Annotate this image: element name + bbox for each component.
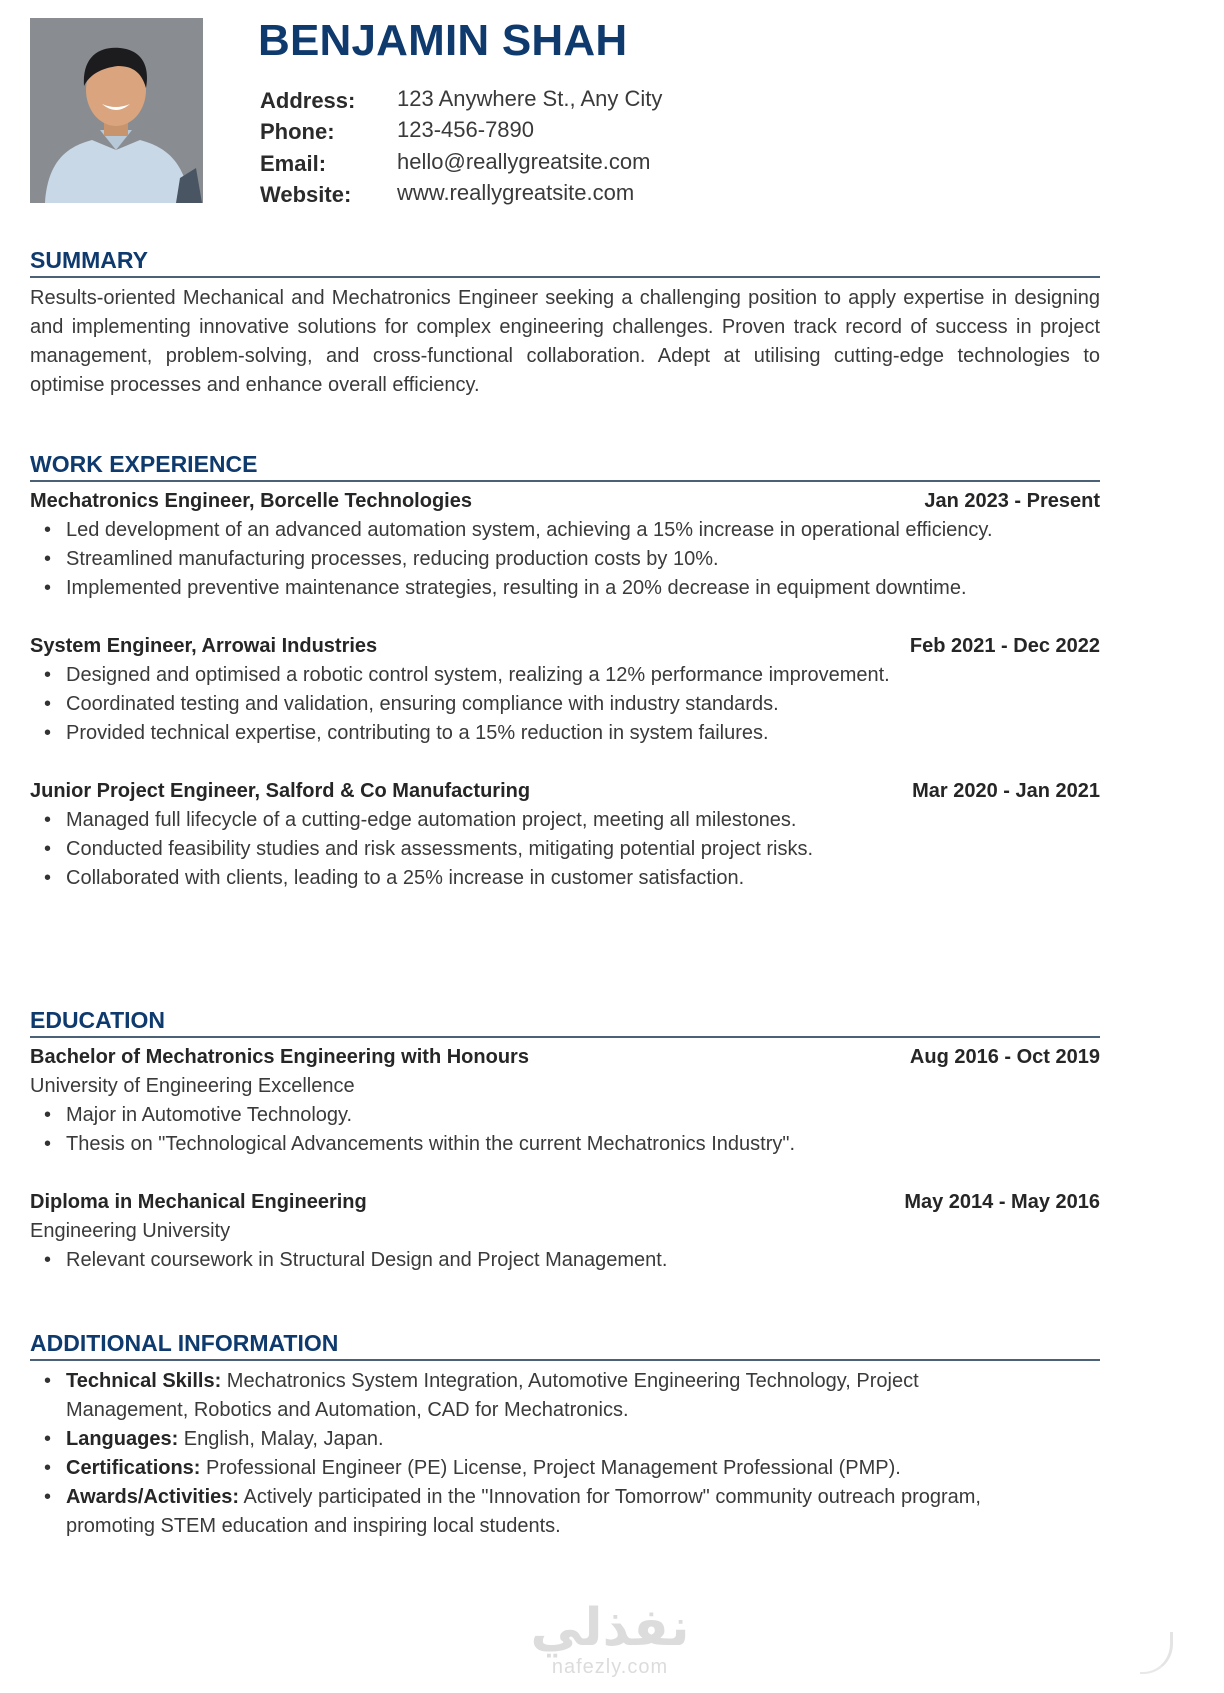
section-divider: [30, 1359, 1100, 1361]
item-label: Languages:: [66, 1428, 179, 1450]
education-header: [30, 1188, 1100, 1217]
email-link[interactable]: hello@reallygreatsite.com: [397, 148, 651, 174]
job-bullets: [30, 516, 1100, 603]
bullet-icon: •: [44, 664, 52, 686]
list-item: [30, 516, 1100, 545]
bullet-icon: •: [44, 1104, 52, 1126]
list-item: [30, 574, 1100, 603]
list-item: [30, 719, 1100, 748]
item-text: Actively participated in the "Innovation for Tomorrow" community outreach program, promoting STEM education and inspiring local students.: [66, 1486, 981, 1537]
summary-section: [30, 244, 1100, 400]
person-photo-icon: [30, 18, 203, 203]
item-label: Technical Skills:: [66, 1370, 222, 1392]
bullet-icon: •: [44, 1249, 52, 1271]
bullet-text: Implemented preventive maintenance strategies, resulting in a 20% decrease in equipment downtime.: [66, 577, 967, 599]
bullet-text: Provided technical expertise, contributing to a 15% reduction in system failures.: [66, 722, 769, 744]
job-dates: Mar 2020 - Jan 2021: [912, 780, 1100, 802]
section-divider: [30, 480, 1100, 482]
summary-text: Results-oriented Mechanical and Mechatronics Engineer seeking a challenging position to apply expertise in designing and implementing innovative solutions for complex engineering challenges. Proven track record of success in project management, problem-solving, and cross-functional collaboration. Adept at utilising cutting-edge technologies to optimise processes and enhance overall efficiency.: [30, 287, 1100, 396]
job-bullets: [30, 806, 1100, 893]
bullet-icon: •: [44, 838, 52, 860]
list-item: [30, 1367, 1100, 1425]
education-dates: Aug 2016 - Oct 2019: [909, 1046, 1100, 1068]
bullet-text: Relevant coursework in Structural Design and Project Management.: [66, 1249, 668, 1271]
list-item: [30, 1101, 1100, 1130]
job-header: [30, 777, 1100, 806]
phone-value: 123-456-7890: [397, 117, 535, 143]
bullet-text: Thesis on "Technological Advancements within the current Mechatronics Industry".: [66, 1133, 796, 1155]
job-entry: [30, 487, 1100, 603]
additional-bullets: [30, 1367, 1100, 1541]
school-name: Engineering University: [30, 1220, 231, 1242]
list-item: [30, 1483, 1100, 1541]
bullet-icon: •: [44, 1457, 52, 1479]
job-bullets: [30, 661, 1100, 748]
bullet-icon: •: [44, 1428, 52, 1450]
contact-label: Address:: [260, 87, 356, 113]
education-header: [30, 1043, 1100, 1072]
bullet-icon: •: [44, 867, 52, 889]
job-header: [30, 632, 1100, 661]
job-dates: Jan 2023 - Present: [924, 490, 1100, 512]
bullet-text: Managed full lifecycle of a cutting-edge automation project, meeting all milestones.: [66, 809, 797, 831]
list-item: [30, 835, 1100, 864]
degree: Bachelor of Mechatronics Engineering with Honours: [30, 1046, 529, 1068]
list-item: [30, 545, 1100, 574]
bullet-icon: •: [44, 722, 52, 744]
address-value: 123 Anywhere St., Any City: [397, 85, 663, 111]
list-item: [30, 661, 1100, 690]
section-title: EDUCATION: [30, 1007, 166, 1033]
job-role: Junior Project Engineer, Salford & Co Manufacturing: [30, 780, 531, 802]
job-role: System Engineer, Arrowai Industries: [30, 635, 378, 657]
bullet-icon: •: [44, 1133, 52, 1155]
contact-address: [260, 83, 662, 115]
section-title: SUMMARY: [30, 247, 148, 273]
list-item: [30, 1454, 1100, 1483]
contact-details: [260, 83, 662, 209]
contact-website: [260, 178, 662, 210]
profile-photo: [30, 18, 203, 203]
list-item: [30, 864, 1100, 893]
job-entry: [30, 777, 1100, 893]
list-item: [30, 1246, 1100, 1275]
section-title: ADDITIONAL INFORMATION: [30, 1330, 339, 1356]
job-role: Mechatronics Engineer, Borcelle Technologies: [30, 490, 472, 512]
contact-label: Phone:: [260, 119, 335, 145]
job-entry: [30, 632, 1100, 748]
education-bullets: [30, 1246, 1100, 1275]
section-title: WORK EXPERIENCE: [30, 451, 258, 477]
candidate-name: BENJAMIN SHAH: [258, 16, 628, 65]
work-experience-section: [30, 448, 1100, 893]
education-section: [30, 1004, 1100, 1275]
item-text: Mechatronics System Integration, Automotive Engineering Technology, Project Management, Robotics and Automation, CAD for Mechatronics.: [66, 1370, 919, 1421]
page-curl-icon: [1140, 1632, 1173, 1674]
education-bullets: [30, 1101, 1100, 1159]
bullet-text: Designed and optimised a robotic control system, realizing a 12% performance improvement.: [66, 664, 890, 686]
bullet-text: Collaborated with clients, leading to a 25% increase in customer satisfaction.: [66, 867, 745, 889]
watermark: [520, 1600, 700, 1678]
education-entry: [30, 1043, 1100, 1159]
contact-email: [260, 146, 662, 178]
bullet-text: Coordinated testing and validation, ensuring compliance with industry standards.: [66, 693, 779, 715]
watermark-url: nafezly.com: [551, 1656, 669, 1678]
bullet-text: Led development of an advanced automation system, achieving a 15% increase in operational efficiency.: [66, 519, 993, 541]
bullet-text: Streamlined manufacturing processes, reducing production costs by 10%.: [66, 548, 719, 570]
watermark-arabic-logo: نفذلي: [530, 1598, 690, 1658]
degree: Diploma in Mechanical Engineering: [30, 1191, 367, 1213]
job-header: [30, 487, 1100, 516]
bullet-icon: •: [44, 1370, 52, 1392]
bullet-icon: •: [44, 693, 52, 715]
bullet-text: Major in Automotive Technology.: [66, 1104, 353, 1126]
section-divider: [30, 1036, 1100, 1038]
bullet-text: Conducted feasibility studies and risk assessments, mitigating potential project risks.: [66, 838, 814, 860]
section-divider: [30, 276, 1100, 278]
item-label: Certifications:: [66, 1457, 201, 1479]
job-dates: Feb 2021 - Dec 2022: [909, 635, 1100, 657]
list-item: [30, 1130, 1100, 1159]
website-link[interactable]: www.reallygreatsite.com: [397, 180, 635, 206]
contact-label: Website:: [260, 182, 352, 208]
additional-information-section: [30, 1327, 1100, 1541]
list-item: [30, 690, 1100, 719]
bullet-icon: •: [44, 1486, 52, 1508]
item-text: Professional Engineer (PE) License, Project Management Professional (PMP).: [200, 1457, 901, 1479]
item-text: English, Malay, Japan.: [178, 1428, 384, 1450]
education-entry: [30, 1188, 1100, 1275]
education-dates: May 2014 - May 2016: [904, 1191, 1100, 1213]
school-name: University of Engineering Excellence: [30, 1075, 355, 1097]
bullet-icon: •: [44, 519, 52, 541]
item-label: Awards/Activities:: [66, 1486, 240, 1508]
contact-label: Email:: [260, 150, 327, 176]
contact-phone: [260, 115, 662, 147]
bullet-icon: •: [44, 577, 52, 599]
list-item: [30, 806, 1100, 835]
bullet-icon: •: [44, 548, 52, 570]
bullet-icon: •: [44, 809, 52, 831]
list-item: [30, 1425, 1100, 1454]
